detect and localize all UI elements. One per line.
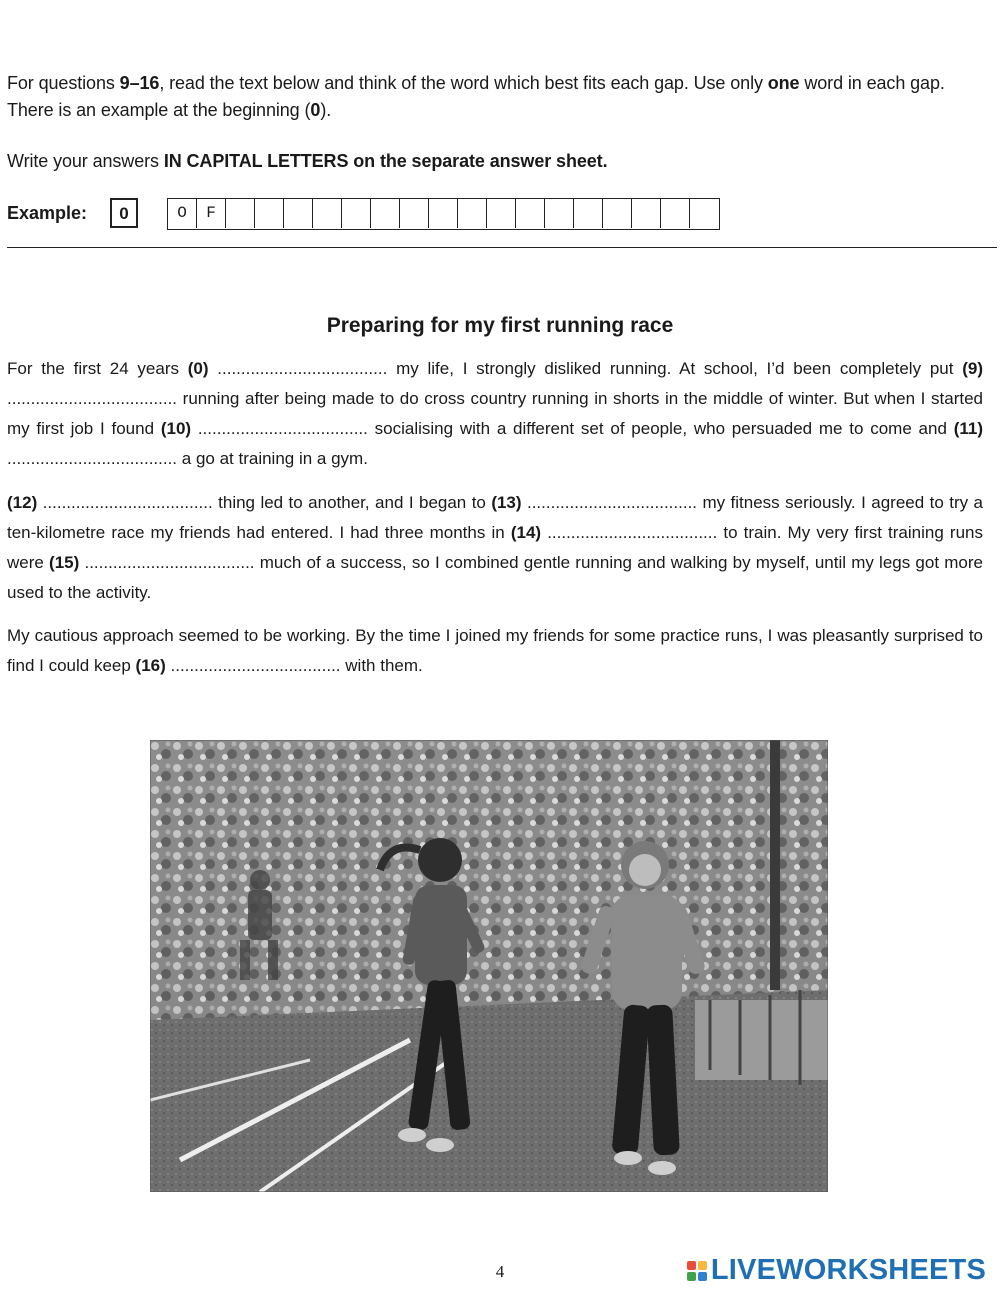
example-number-box: 0: [110, 198, 138, 228]
gap-number-14: (14): [510, 523, 542, 542]
instr-text: , read the text below and think of the word which best fits each gap. Use only: [159, 73, 768, 93]
passage-text: with them.: [340, 656, 423, 675]
gap-number-10: (10): [160, 419, 192, 438]
passage-text: socialising with a different set of people, who persuaded me to come and: [367, 419, 954, 438]
answer-cell: [458, 199, 487, 228]
answer-cell: [429, 199, 458, 228]
logo-square: [687, 1272, 696, 1281]
example-answer-grid: [167, 198, 720, 230]
passage-text: My cautious approach seemed to be working. By the time I joined my friends for some practice runs, I was pleasantly surprised to find I could keep: [7, 626, 983, 675]
gap-15[interactable]: ....................................: [84, 553, 255, 572]
instr-text: word in each gap. There is an example at the beginning (: [7, 73, 945, 120]
emphasis-one: one: [767, 73, 800, 93]
passage-text: my fitness seriously. I agreed to try a ten-kilometre race my friends had entered. I had three months in: [7, 493, 983, 542]
answer-cell: [545, 199, 574, 228]
answer-cell: [603, 199, 632, 228]
answer-cell: [516, 199, 545, 228]
answer-cell: [342, 199, 371, 228]
answer-cell: [400, 199, 429, 228]
gap-12[interactable]: ....................................: [42, 493, 213, 512]
gap-number-11: (11): [953, 419, 983, 438]
passage-text: thing led to another, and I began to: [212, 493, 492, 512]
gap-number-0: (0): [187, 359, 209, 378]
gap-14[interactable]: ....................................: [547, 523, 718, 542]
capital-letters-note: IN CAPITAL LETTERS on the separate answer sheet.: [163, 151, 608, 171]
page-number: 4: [495, 1262, 505, 1281]
gap-number-9: (9): [962, 359, 983, 378]
passage-text: much of a success, so I combined gentle running and walking by myself, until my legs got more used to the activity.: [7, 553, 983, 602]
answer-cell: [661, 199, 690, 228]
gap-16[interactable]: ....................................: [170, 656, 341, 675]
gap-number-13: (13): [491, 493, 522, 512]
answer-cell: [632, 199, 661, 228]
section-divider: [7, 247, 997, 248]
logo-square: [687, 1261, 696, 1270]
answer-cell: [574, 199, 603, 228]
instr-text: Write your answers: [7, 151, 164, 171]
passage-text: my life, I strongly disliked running. At school, I’d been completely put: [387, 359, 963, 378]
instructions-paragraph-1: [7, 70, 987, 124]
gap-number-12: (12): [7, 493, 38, 512]
instr-text: ).: [320, 100, 332, 120]
answer-cell: [313, 199, 342, 228]
passage-text: For the first 24 years: [7, 359, 188, 378]
logo-square: [698, 1272, 707, 1281]
answer-cell: [487, 199, 516, 228]
brand-text: LIVEWORKSHEETS: [710, 1254, 986, 1286]
liveworksheets-brand[interactable]: [687, 1254, 986, 1287]
passage-text: a go at training in a gym.: [177, 449, 368, 468]
gap-0: ....................................: [217, 359, 388, 378]
liveworksheets-logo-icon: [687, 1261, 707, 1281]
gap-13[interactable]: ....................................: [526, 493, 698, 512]
text-paragraph-3: [7, 621, 983, 681]
text-paragraph-1: [7, 354, 983, 474]
answer-cell: F: [197, 199, 226, 228]
gap-11[interactable]: ....................................: [7, 449, 178, 468]
answer-cell: [690, 199, 719, 228]
instr-text: For questions: [7, 73, 120, 93]
answer-cell: [226, 199, 255, 228]
answer-cell: [284, 199, 313, 228]
instructions-paragraph-2: [7, 148, 987, 175]
gap-number-16: (16): [135, 656, 166, 675]
logo-square: [698, 1261, 707, 1270]
example-label: Example:: [7, 203, 88, 223]
gap-9[interactable]: ....................................: [7, 389, 178, 408]
photo-two-women-jogging: [150, 740, 828, 1192]
gap-number-15: (15): [49, 553, 80, 572]
photo-illustration: [150, 740, 828, 1192]
example-ref: 0: [310, 100, 321, 120]
gap-10[interactable]: ....................................: [197, 419, 368, 438]
question-range: 9–16: [119, 73, 160, 93]
passage-text: to train. My very first training runs were: [7, 523, 983, 572]
text-title: Preparing for my first running race: [326, 314, 674, 337]
text-paragraph-2: [7, 488, 983, 608]
answer-cell: [371, 199, 400, 228]
answer-cell: O: [168, 199, 197, 228]
answer-cell: [255, 199, 284, 228]
passage-text: running after being made to do cross country running in shorts in the middle of winter. But when I started my first job I found: [7, 389, 983, 438]
